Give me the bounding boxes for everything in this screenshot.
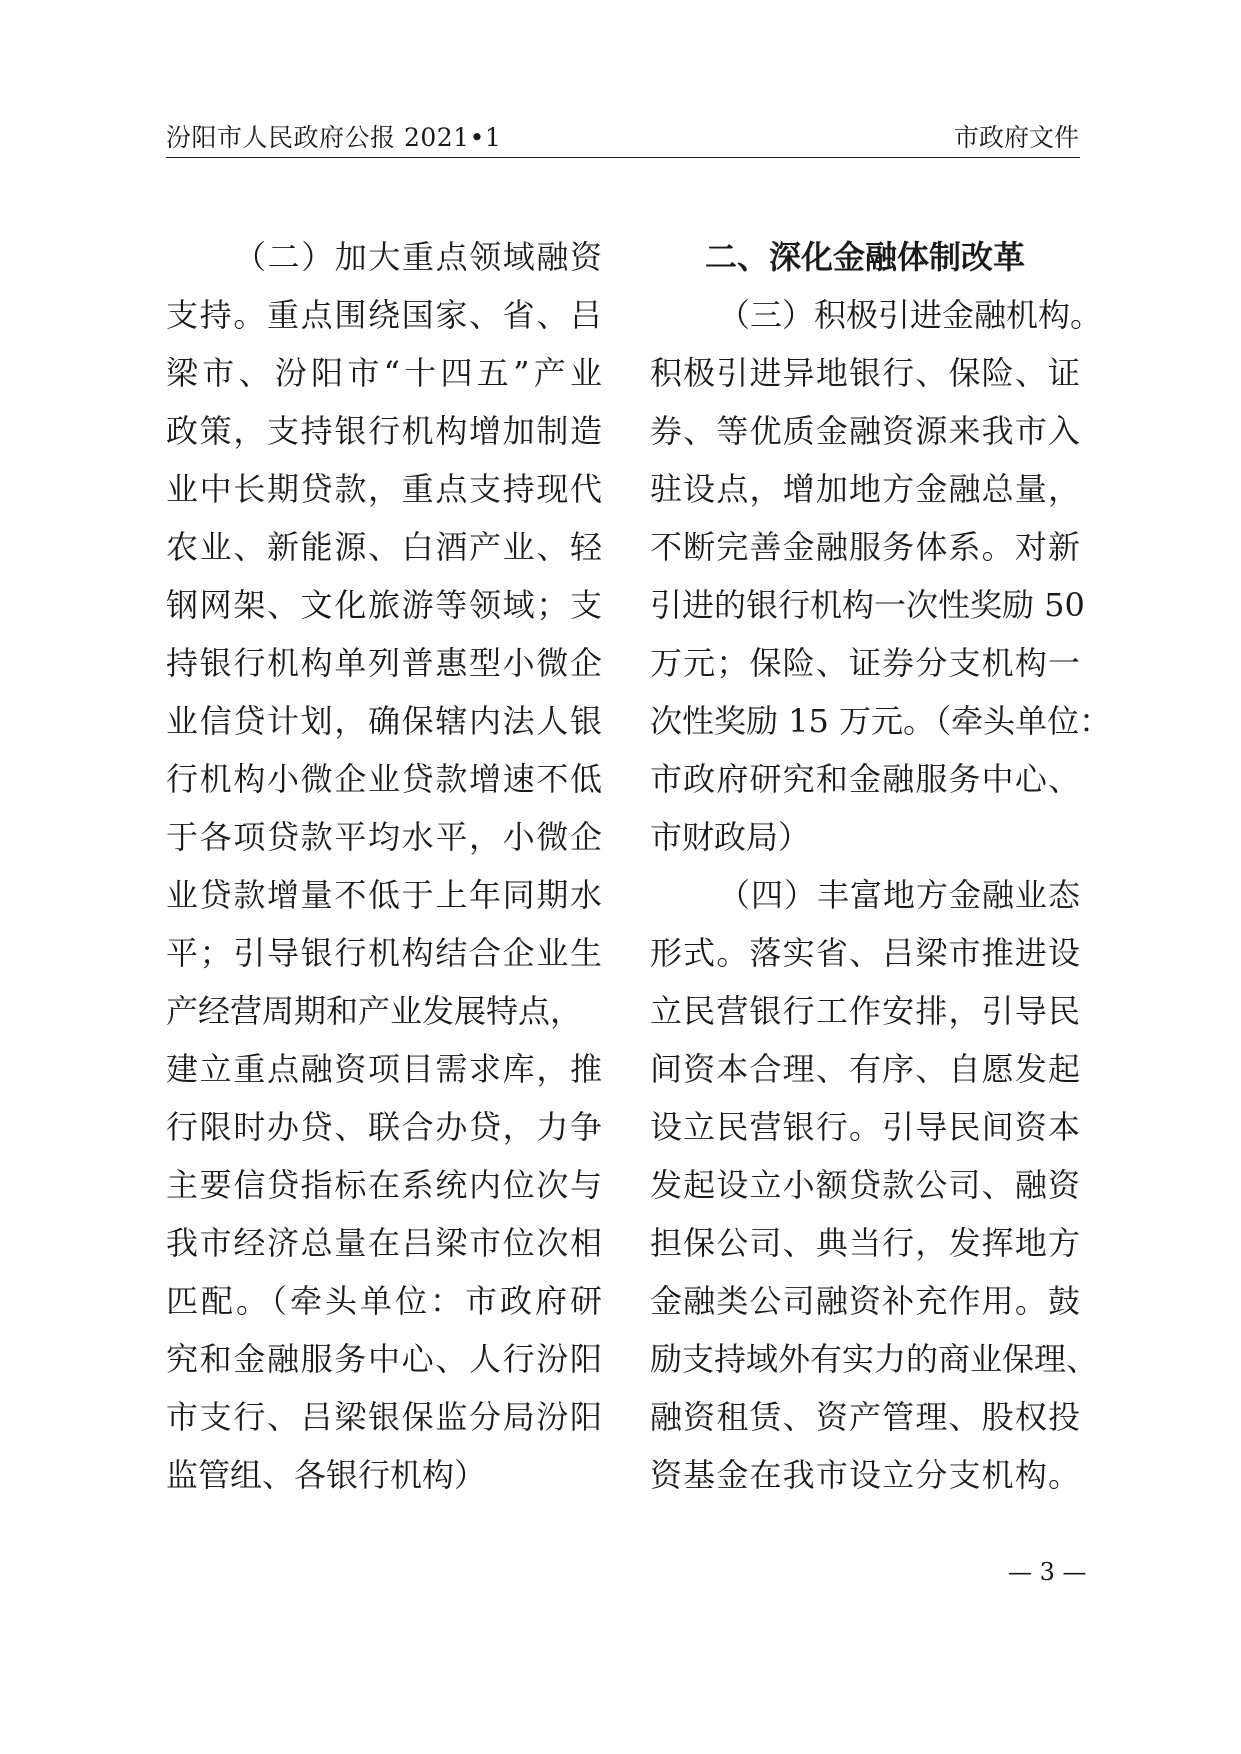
paragraph-heading-4: （四）丰富地方金融业态	[718, 876, 1080, 914]
text-line: 形式。落实省、吕梁市推进设	[650, 934, 1080, 972]
paragraph-heading-3: （三）积极引进金融机构。	[718, 296, 1103, 334]
text-line: 业贷款增量不低于上年同期水	[166, 876, 602, 914]
header-divider	[166, 157, 1080, 158]
text-line: 金融类公司融资补充作用。鼓	[650, 1282, 1080, 1320]
text-line: 间资本合理、有序、自愿发起	[650, 1050, 1080, 1088]
page-number: — 3 —	[1008, 1558, 1087, 1586]
text-line: 引进的银行机构一次性奖励 50	[650, 586, 1085, 624]
text-line: 设立民营银行。引导民间资本	[650, 1108, 1080, 1146]
text-line: 支持。重点围绕国家、省、吕	[166, 296, 602, 334]
text-line: 市财政局）	[650, 818, 811, 856]
text-line: 行机构小微企业贷款增速不低	[166, 760, 602, 798]
text-line: 主要信贷指标在系统内位次与	[166, 1166, 602, 1204]
section-heading: 二、深化金融体制改革	[704, 238, 1025, 276]
text-line: 资基金在我市设立分支机构。	[650, 1456, 1080, 1494]
text-line: 我市经济总量在吕梁市位次相	[166, 1224, 602, 1262]
publication-title: 汾阳市人民政府公报 2021•1	[166, 123, 502, 152]
text-line: 政策，支持银行机构增加制造	[166, 412, 602, 450]
text-line: 产经营周期和产业发展特点，	[166, 992, 583, 1030]
text-line: 次性奖励 15 万元。（牵头单位：	[650, 702, 1112, 740]
text-line: 业中长期贷款，重点支持现代	[166, 470, 602, 508]
text-line: 于各项贷款平均水平，小微企	[166, 818, 602, 856]
text-line: 钢网架、文化旅游等领域；支	[166, 586, 602, 624]
text-line: 驻设点，增加地方金融总量，	[650, 470, 1080, 508]
text-line: 券、等优质金融资源来我市入	[650, 412, 1080, 450]
text-line: 究和金融服务中心、人行汾阳	[166, 1340, 602, 1378]
text-line: 业信贷计划，确保辖内法人银	[166, 702, 602, 740]
text-line: 建立重点融资项目需求库，推	[166, 1050, 602, 1088]
text-line: 匹配。（牵头单位：市政府研	[166, 1282, 602, 1320]
text-line: 监管组、各银行机构）	[166, 1456, 487, 1494]
text-line: 融资租赁、资产管理、股权投	[650, 1398, 1080, 1436]
text-line: 励支持域外有实力的商业保理、	[650, 1340, 1099, 1378]
text-line: 平；引导银行机构结合企业生	[166, 934, 602, 972]
text-line: 农业、新能源、白酒产业、轻	[166, 528, 602, 566]
text-line: 持银行机构单列普惠型小微企	[166, 644, 602, 682]
text-line: 万元；保险、证券分支机构一	[650, 644, 1080, 682]
text-line: 立民营银行工作安排，引导民	[650, 992, 1080, 1030]
text-line: 积极引进异地银行、保险、证	[650, 354, 1080, 392]
left-column	[166, 228, 602, 1504]
text-line: 市政府研究和金融服务中心、	[650, 760, 1080, 798]
text-line: 市支行、吕梁银保监分局汾阳	[166, 1398, 602, 1436]
text-line: 行限时办贷、联合办贷，力争	[166, 1108, 602, 1146]
paragraph-heading-2: （二）加大重点领域融资	[234, 238, 602, 276]
section-label: 市政府文件	[953, 123, 1079, 152]
text-line: 不断完善金融服务体系。对新	[650, 528, 1080, 566]
text-line: 发起设立小额贷款公司、融资	[650, 1166, 1080, 1204]
right-column	[650, 228, 1112, 1504]
text-line: 担保公司、典当行，发挥地方	[650, 1224, 1080, 1262]
text-line: 梁市、汾阳市“十四五”产业	[166, 354, 602, 392]
